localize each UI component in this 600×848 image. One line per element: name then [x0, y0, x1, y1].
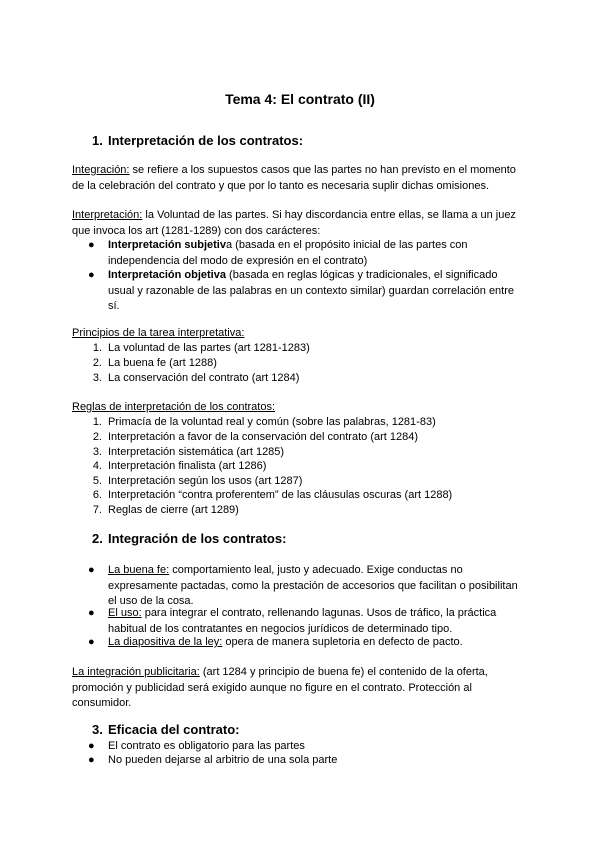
list-number: 3.: [92, 446, 102, 458]
list-item: No pueden dejarse al arbitrio de una sola parte: [108, 754, 338, 766]
list-item: Interpretación según los usos (art 1287): [108, 475, 303, 487]
list-item: Primacía de la voluntad real y común (sobre las palabras, 1281-83): [108, 416, 436, 428]
list-item: Interpretación objetiva (basada en reglas lógicas y tradicionales, el significado usual y razonable de las palabras en un contexto similar) guardan correlación entre sí.: [108, 269, 515, 312]
list-item: La buena fe: comportamiento leal, justo y adecuado. Exige conductas no expresamente pactadas, como la prestación de accesorios que facilitan o posibilitan el uso de la cosa.: [108, 564, 518, 607]
interpretacion-paragraph: Interpretación: la Voluntad de las partes. Si hay discordancia entre ellas, se llama a un juez que invoca los art (1281-1289) con dos carácteres:: [72, 209, 516, 237]
bullet-icon: ●: [88, 636, 95, 648]
section-3-heading: 3. Eficacia del contrato:: [92, 722, 240, 737]
section-1-heading: 1. Interpretación de los contratos:: [92, 133, 304, 148]
list-item: La diapositiva de la ley: opera de manera supletoria en defecto de pacto.: [108, 636, 463, 648]
list-item: Interpretación subjetiva (basada en el propósito inicial de las partes con independencia del modo de expresión en el contrato): [108, 239, 468, 267]
list-item: Interpretación finalista (art 1286): [108, 460, 267, 472]
bullet-icon: ●: [88, 740, 95, 752]
list-item: Interpretación sistemática (art 1285): [108, 446, 285, 458]
list-item: Interpretación a favor de la conservación del contrato (art 1284): [108, 431, 419, 443]
bullet-icon: ●: [88, 564, 95, 576]
bullet-icon: ●: [88, 607, 95, 619]
list-number: 4.: [92, 460, 102, 472]
integracion-paragraph: Integración: se refiere a los supuestos casos que las partes no han previsto en el momento de la celebración del contrato y que por lo tanto es necesaria suplir dichas omisiones.: [72, 164, 516, 192]
page-title: Tema 4: El contrato (II): [225, 91, 375, 107]
bullet-icon: ●: [88, 239, 95, 251]
publicitaria-paragraph: La integración publicitaria: (art 1284 y principio de buena fe) el contenido de la oferta, promoción y publicidad será exigido aunque no figure en el contrato. Protección al consumidor.: [72, 666, 488, 709]
list-number: 6.: [92, 489, 102, 501]
list-number: 2.: [92, 431, 102, 443]
bullet-icon: ●: [88, 269, 95, 281]
list-number: 1.: [92, 416, 102, 428]
list-item: La conservación del contrato (art 1284): [108, 372, 300, 384]
list-number: 5.: [92, 475, 102, 487]
list-number: 7.: [92, 504, 102, 516]
list-item: El uso: para integrar el contrato, rellenando lagunas. Usos de tráfico, la práctica habitual de los contratantes en negocios jurídicos de determinado tipo.: [108, 607, 497, 635]
list-item: La buena fe (art 1288): [108, 357, 217, 369]
list-item: Interpretación “contra proferentem” de las cláusulas oscuras (art 1288): [108, 489, 453, 501]
list-item: La voluntad de las partes (art 1281-1283): [108, 342, 310, 354]
principios-label: Principios de la tarea interpretativa:: [72, 327, 245, 339]
list-item: Reglas de cierre (art 1289): [108, 504, 239, 516]
list-item: El contrato es obligatorio para las partes: [108, 740, 305, 752]
reglas-label: Reglas de interpretación de los contratos:: [72, 401, 276, 413]
list-number: 1.: [92, 342, 102, 354]
list-number: 2.: [92, 357, 102, 369]
section-2-heading: 2. Integración de los contratos:: [92, 531, 287, 546]
list-number: 3.: [92, 372, 102, 384]
bullet-icon: ●: [88, 754, 95, 766]
